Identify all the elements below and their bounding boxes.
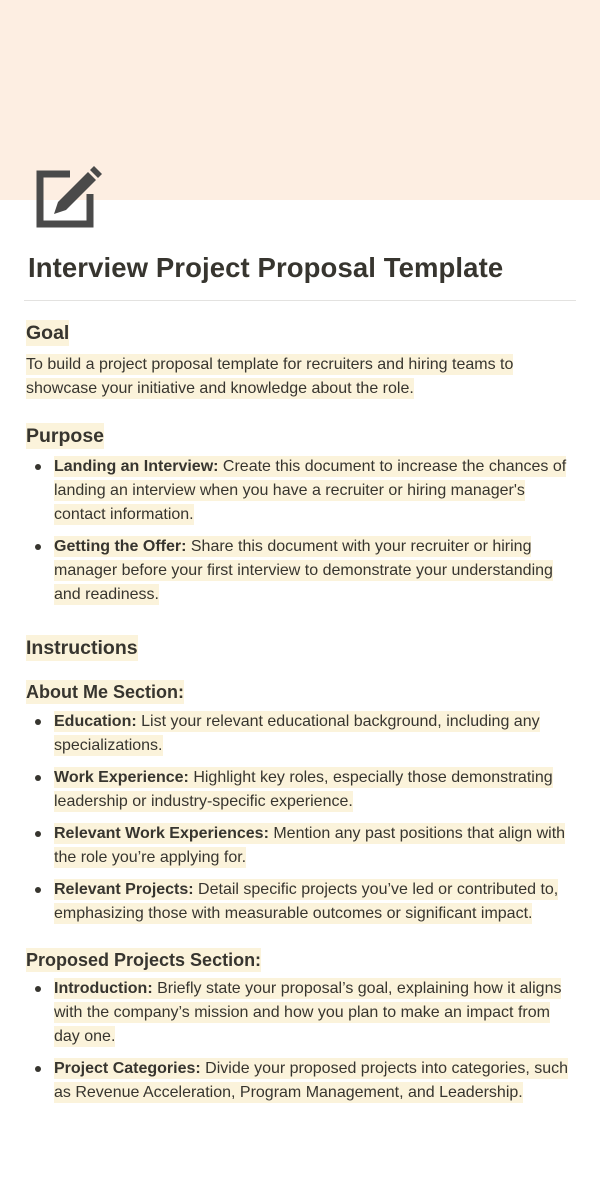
list-item: Relevant Work Experiences: Mention any past positions that align with the role you’re applying for.: [54, 822, 578, 870]
goal-heading: Goal: [26, 322, 70, 344]
page-title: Interview Project Proposal Template: [28, 252, 504, 283]
proposed-projects-heading: Proposed Projects Section:: [26, 949, 262, 970]
list-item: Relevant Projects: Detail specific projects you’ve led or contributed to, emphasizing those with measurable outcomes or significant impact.: [54, 878, 578, 926]
about-me-heading: About Me Section:: [26, 682, 184, 703]
purpose-heading: Purpose: [26, 425, 105, 448]
title-divider: [24, 300, 576, 301]
list-item: Getting the Offer: Share this document with your recruiter or hiring manager before your first interview to demonstrate your understanding and readiness.: [54, 535, 578, 607]
page-content: [26, 322, 578, 1113]
goal-text: To build a project proposal template for recruiters and hiring teams to showcase your initiative and knowledge about the role.: [26, 356, 514, 398]
list-item: Education: List your relevant educational background, including any specializations.: [54, 710, 578, 758]
edit-note-icon: [32, 162, 102, 232]
list-item: Introduction: Briefly state your proposal’s goal, explaining how it aligns with the company’s mission and how you plan to make an impact from day one.: [54, 977, 578, 1049]
about-me-list: [26, 710, 578, 926]
list-item: Work Experience: Highlight key roles, especially those demonstrating leadership or industry-specific experience.: [54, 766, 578, 814]
proposed-projects-list: [26, 977, 578, 1105]
instructions-heading: Instructions: [26, 636, 138, 659]
purpose-list: [26, 455, 578, 607]
list-item: Landing an Interview: Create this document to increase the chances of landing an interview when you have a recruiter or hiring manager's contact information.: [54, 455, 578, 527]
list-item: Project Categories: Divide your proposed projects into categories, such as Revenue Acceleration, Program Management, and Leadership.: [54, 1057, 578, 1105]
